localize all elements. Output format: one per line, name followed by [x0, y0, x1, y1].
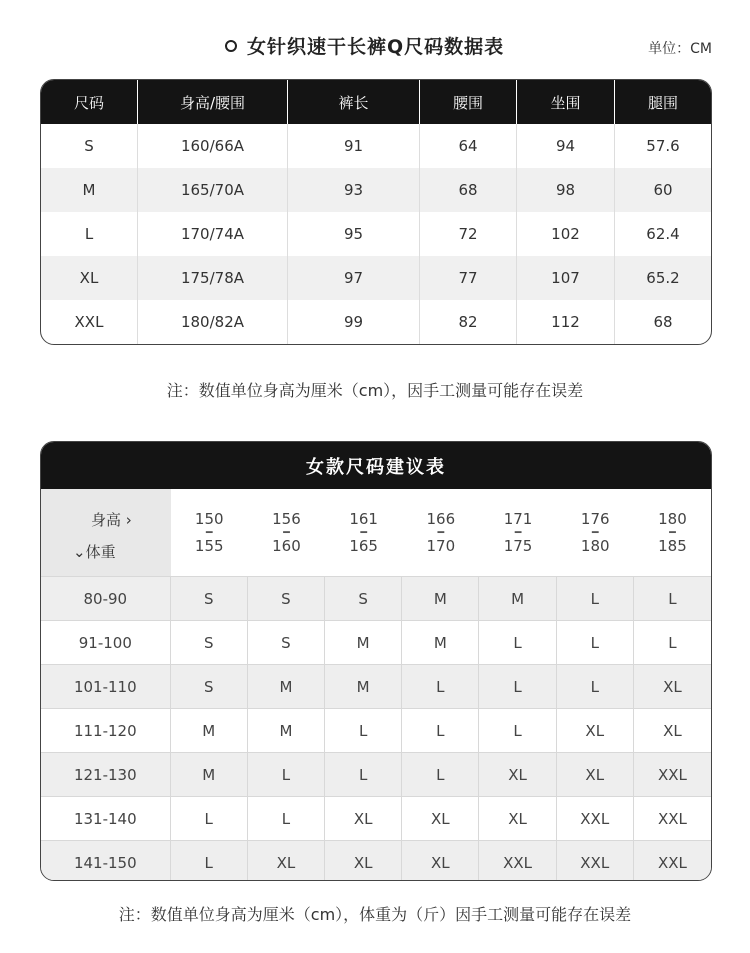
table-cell: 112	[517, 300, 615, 344]
table-cell: 68	[653, 313, 673, 331]
table-row	[41, 796, 711, 840]
size-cell: XXL	[657, 853, 687, 872]
circle-bullet-icon	[225, 40, 237, 52]
recommend-table-title: 女款尺码建议表	[41, 442, 711, 489]
table-row	[41, 212, 711, 256]
table-cell: 82	[420, 300, 517, 344]
size-cell: L	[402, 753, 479, 796]
weight-axis-label: ⌄体重	[73, 543, 116, 561]
table-row	[41, 124, 711, 168]
table-cell: 98	[517, 168, 615, 212]
size-cell: XL	[557, 709, 634, 752]
range-separator: ━	[360, 525, 367, 539]
table-cell: 65.2	[646, 269, 680, 287]
table-row	[41, 168, 711, 212]
size-cell: M	[171, 709, 248, 752]
size-cell: L	[171, 841, 248, 881]
size-cell: XXL	[657, 765, 687, 784]
height-range-header	[402, 489, 479, 576]
table-cell: 91	[288, 124, 420, 168]
height-to: 175	[503, 536, 533, 555]
table-row	[41, 576, 711, 620]
table-row	[41, 300, 711, 344]
table-cell: 180/82A	[138, 300, 288, 344]
height-to: 185	[658, 536, 687, 555]
height-range-header	[325, 489, 402, 576]
size-table-header	[41, 80, 711, 124]
height-to: 170	[426, 536, 456, 555]
table-cell: S	[41, 124, 138, 168]
weight-cell: 141-150	[41, 841, 171, 881]
size-cell: L	[325, 753, 402, 796]
size-cell: L	[171, 797, 248, 840]
size-cell: XXL	[557, 841, 634, 881]
table-cell: 64	[420, 124, 517, 168]
column-header: 裤长	[288, 80, 420, 124]
size-cell: L	[479, 665, 556, 708]
size-cell: M	[402, 621, 479, 664]
table-cell: 62.4	[646, 225, 680, 243]
height-range-header	[248, 489, 325, 576]
size-cell: XXL	[657, 809, 687, 828]
weight-cell: 80-90	[41, 577, 171, 620]
size-cell: XL	[557, 753, 634, 796]
table-cell: L	[41, 212, 138, 256]
table-row	[41, 708, 711, 752]
recommend-table	[40, 441, 712, 881]
weight-cell: 91-100	[41, 621, 171, 664]
size-cell: M	[248, 665, 325, 708]
height-from: 161	[349, 509, 378, 528]
size-cell: M	[248, 709, 325, 752]
size-cell: M	[171, 753, 248, 796]
table-row	[41, 752, 711, 796]
size-cell: L	[402, 709, 479, 752]
recommend-table-header	[41, 489, 711, 576]
table-cell: 107	[517, 256, 615, 300]
height-to: 165	[349, 536, 378, 555]
range-separator: ━	[205, 525, 213, 539]
table-cell: 175/78A	[138, 256, 288, 300]
column-header: 腰围	[420, 80, 517, 124]
size-cell: S	[171, 577, 248, 620]
size-cell: XL	[402, 797, 479, 840]
size-cell: XL	[479, 753, 556, 796]
size-cell: L	[557, 665, 634, 708]
size-cell: XL	[479, 797, 556, 840]
size-cell: L	[668, 589, 677, 608]
table-cell: 95	[288, 212, 420, 256]
size-cell: M	[325, 621, 402, 664]
table-cell: M	[41, 168, 138, 212]
weight-cell: 131-140	[41, 797, 171, 840]
size-cell: S	[325, 577, 402, 620]
height-from: 176	[580, 509, 610, 528]
range-separator: ━	[514, 525, 522, 539]
size-cell: S	[248, 621, 325, 664]
range-separator: ━	[283, 525, 290, 539]
table-cell: 165/70A	[138, 168, 288, 212]
size-cell: XXL	[479, 841, 556, 881]
size-cell: S	[171, 621, 248, 664]
height-range-header	[557, 489, 634, 576]
height-range-header	[171, 489, 248, 576]
weight-cell: 101-110	[41, 665, 171, 708]
column-header: 腿围	[647, 93, 678, 112]
table-cell: 160/66A	[138, 124, 288, 168]
size-table-note: 注：数值单位身高为厘米（cm），因手工测量可能存在误差	[166, 381, 584, 400]
table-row	[41, 840, 711, 881]
table-cell: 77	[420, 256, 517, 300]
title-row	[0, 30, 750, 62]
column-header: 坐围	[517, 80, 615, 124]
size-cell: M	[325, 665, 402, 708]
table-cell: 60	[653, 181, 673, 199]
recommend-table-note: 注：数值单位身高为厘米（cm），体重为（斤）因手工测量可能存在误差	[118, 905, 632, 924]
height-from: 166	[426, 509, 456, 528]
height-to: 180	[580, 536, 610, 555]
table-row	[41, 256, 711, 300]
table-cell: XL	[41, 256, 138, 300]
corner-header	[41, 489, 171, 576]
table-cell: 97	[288, 256, 420, 300]
table-cell: 68	[420, 168, 517, 212]
size-cell: L	[668, 633, 677, 652]
size-cell: XL	[248, 841, 325, 881]
table-row	[41, 620, 711, 664]
weight-cell: 121-130	[41, 753, 171, 796]
height-range-header	[479, 489, 556, 576]
height-from: 180	[658, 509, 687, 528]
size-cell: XL	[325, 841, 402, 881]
table-cell: XXL	[41, 300, 138, 344]
table-cell: 99	[288, 300, 420, 344]
size-cell: M	[402, 577, 479, 620]
size-cell: L	[248, 797, 325, 840]
size-cell: XL	[325, 797, 402, 840]
height-axis-label: 身高 ›	[91, 511, 132, 529]
size-cell: XXL	[557, 797, 634, 840]
size-cell: L	[325, 709, 402, 752]
table-cell: 57.6	[646, 137, 680, 155]
size-cell: L	[479, 709, 556, 752]
page-title-text: 女针织速干长裤Q尺码数据表	[247, 36, 505, 58]
height-from: 171	[503, 509, 533, 528]
size-cell: L	[479, 621, 556, 664]
column-header: 尺码	[41, 80, 138, 124]
unit-label: 单位：CM	[648, 41, 712, 57]
table-row	[41, 664, 711, 708]
height-to: 155	[194, 536, 224, 555]
size-cell: XL	[663, 721, 682, 740]
size-table	[40, 79, 712, 345]
column-header: 身高/腰围	[138, 80, 288, 124]
height-to: 160	[272, 536, 301, 555]
table-cell: 170/74A	[138, 212, 288, 256]
weight-cell: 111-120	[41, 709, 171, 752]
range-separator: ━	[591, 525, 599, 539]
table-cell: 94	[517, 124, 615, 168]
size-cell: L	[248, 753, 325, 796]
table-cell: 102	[517, 212, 615, 256]
table-cell: 72	[420, 212, 517, 256]
size-cell: M	[479, 577, 556, 620]
page-title	[225, 32, 504, 59]
size-cell: L	[402, 665, 479, 708]
range-separator: ━	[669, 525, 676, 539]
size-cell: S	[171, 665, 248, 708]
range-separator: ━	[437, 525, 445, 539]
height-from: 150	[194, 509, 224, 528]
table-cell: 93	[288, 168, 420, 212]
height-range-header	[634, 489, 711, 576]
height-from: 156	[272, 509, 301, 528]
size-cell: XL	[663, 677, 682, 696]
size-cell: XL	[402, 841, 479, 881]
size-cell: L	[557, 621, 634, 664]
size-cell: L	[557, 577, 634, 620]
size-cell: S	[248, 577, 325, 620]
